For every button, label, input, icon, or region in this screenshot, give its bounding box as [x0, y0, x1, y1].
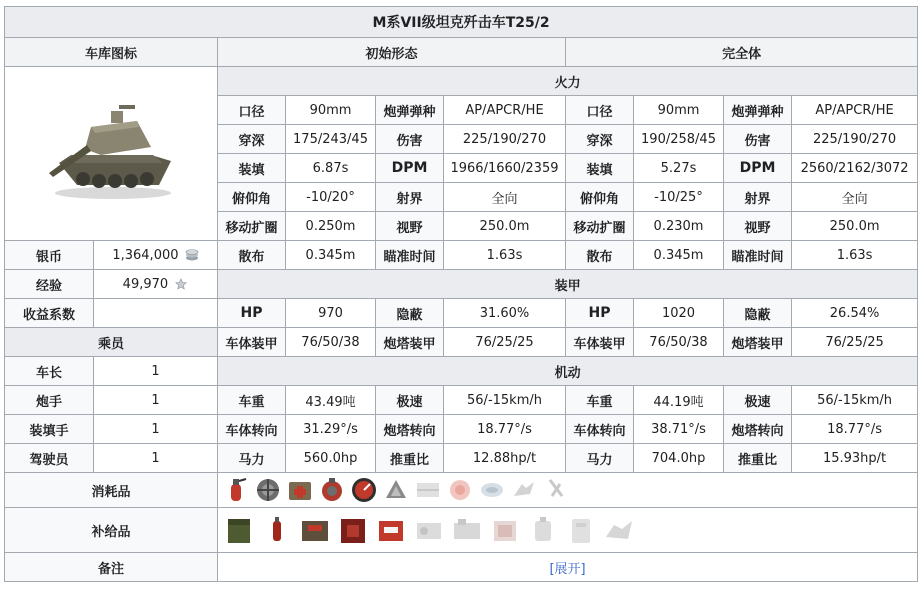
elite-hull-traverse: 38.71°/s	[634, 415, 724, 444]
driver-count: 1	[94, 444, 218, 473]
firepower-section: 火力	[218, 67, 918, 96]
stock-dpm: 1966/1660/2359	[444, 154, 566, 183]
exp-label: 经验	[5, 270, 94, 299]
page-title: M系VII级坦克歼击车T25/2	[5, 7, 918, 38]
elite-hull-armor: 76/50/38	[634, 328, 724, 357]
hp-label: HP	[566, 299, 634, 328]
stock-speed: 56/-15km/h	[444, 386, 566, 415]
stock-traverse-arc: 全向	[444, 183, 566, 212]
armor-section: 装甲	[218, 270, 918, 299]
stock-header: 初始形态	[218, 38, 566, 67]
traverse-arc-label: 射界	[724, 183, 792, 212]
stock-damage: 225/190/270	[444, 125, 566, 154]
jug-icon	[526, 513, 560, 547]
stock-hull-armor: 76/50/38	[286, 328, 376, 357]
chain-icon	[488, 513, 522, 547]
elite-aim-time: 1.63s	[792, 241, 918, 270]
tank-info-table	[4, 6, 918, 582]
stock-hull-traverse: 31.29°/s	[286, 415, 376, 444]
power-label: 马力	[218, 444, 286, 473]
income-label: 收益系数	[5, 299, 94, 328]
camo-label: 隐蔽	[724, 299, 792, 328]
expand-link[interactable]: [展开]	[549, 561, 586, 577]
elite-caliber: 90mm	[634, 96, 724, 125]
improved-repair-icon	[382, 476, 410, 504]
elite-turret-armor: 76/25/25	[792, 328, 918, 357]
dispersion-label: 散布	[566, 241, 634, 270]
driver-label: 驾驶员	[5, 444, 94, 473]
elite-camo: 26.54%	[792, 299, 918, 328]
mobility-section: 机动	[218, 357, 918, 386]
stock-camo: 31.60%	[444, 299, 566, 328]
gunner-label: 炮手	[5, 386, 94, 415]
fire-extinguisher-icon	[222, 476, 250, 504]
turret-armor-label: 炮塔装甲	[376, 328, 444, 357]
stock-turret-traverse: 18.77°/s	[444, 415, 566, 444]
stock-pen: 175/243/45	[286, 125, 376, 154]
camo-label: 隐蔽	[376, 299, 444, 328]
red-crate-icon	[374, 513, 408, 547]
toolbox-icon	[254, 476, 282, 504]
medkit-icon	[286, 476, 314, 504]
engine-icon	[450, 513, 484, 547]
damage-label: 伤害	[376, 125, 444, 154]
tank-icon	[41, 97, 181, 207]
notes-cell	[218, 553, 918, 582]
elevation-label: 俯仰角	[218, 183, 286, 212]
dpm-label: DPM	[376, 154, 444, 183]
gunner-count: 1	[94, 386, 218, 415]
elite-dispersion: 0.345m	[634, 241, 724, 270]
canister-icon	[564, 513, 598, 547]
gear-icon	[602, 513, 636, 547]
tank-image-cell	[5, 67, 218, 241]
crew-header: 乘员	[5, 328, 218, 357]
exp-value	[94, 270, 218, 299]
elite-ammo: AP/APCR/HE	[792, 96, 918, 125]
hull-traverse-label: 车体转向	[218, 415, 286, 444]
elevation-label: 俯仰角	[566, 183, 634, 212]
power-ratio-label: 推重比	[376, 444, 444, 473]
elite-turret-traverse: 18.77°/s	[792, 415, 918, 444]
view-label: 视野	[724, 212, 792, 241]
stock-view: 250.0m	[444, 212, 566, 241]
hull-traverse-label: 车体转向	[566, 415, 634, 444]
hp-label: HP	[218, 299, 286, 328]
commander-count: 1	[94, 357, 218, 386]
elite-power: 704.0hp	[634, 444, 724, 473]
speed-label: 极速	[376, 386, 444, 415]
dpm-label: DPM	[724, 154, 792, 183]
caliber-label: 口径	[218, 96, 286, 125]
stock-ammo: AP/APCR/HE	[444, 96, 566, 125]
exp-star-icon	[174, 278, 188, 290]
ammo-box-icon	[222, 513, 256, 547]
silver-amount: 1,364,000	[112, 247, 179, 263]
silver-value	[94, 241, 218, 270]
elite-speed: 56/-15km/h	[792, 386, 918, 415]
elite-elevation: -10/25°	[634, 183, 724, 212]
fuel-icon	[510, 476, 538, 504]
stock-dispersion: 0.345m	[286, 241, 376, 270]
aim-circle-label: 移动扩圈	[218, 212, 286, 241]
lubricant-icon	[478, 476, 506, 504]
stock-power: 560.0hp	[286, 444, 376, 473]
elite-pen: 190/258/45	[634, 125, 724, 154]
elite-power-ratio: 15.93hp/t	[792, 444, 918, 473]
traverse-arc-label: 射界	[376, 183, 444, 212]
bandage-icon	[414, 476, 442, 504]
power-label: 马力	[566, 444, 634, 473]
elite-aim-circle: 0.230m	[634, 212, 724, 241]
provisions-icons	[218, 508, 918, 553]
silver-coin-icon	[185, 249, 199, 261]
aim-time-label: 瞄准时间	[376, 241, 444, 270]
view-label: 视野	[376, 212, 444, 241]
ammo-label: 炮弹弹种	[724, 96, 792, 125]
notes-label: 备注	[5, 553, 218, 582]
extra-ration-icon	[446, 476, 474, 504]
automatic-extinguisher-icon	[318, 476, 346, 504]
pen-label: 穿深	[566, 125, 634, 154]
stock-reload: 6.87s	[286, 154, 376, 183]
power-ratio-label: 推重比	[724, 444, 792, 473]
caliber-label: 口径	[566, 96, 634, 125]
turret-armor-label: 炮塔装甲	[724, 328, 792, 357]
stock-aim-circle: 0.250m	[286, 212, 376, 241]
stock-power-ratio: 12.88hp/t	[444, 444, 566, 473]
elite-header: 完全体	[566, 38, 918, 67]
mechanism-icon	[412, 513, 446, 547]
hull-armor-label: 车体装甲	[218, 328, 286, 357]
cola-icon	[260, 513, 294, 547]
stock-hp: 970	[286, 299, 376, 328]
reload-label: 装填	[218, 154, 286, 183]
elite-view: 250.0m	[792, 212, 918, 241]
elite-hp: 1020	[634, 299, 724, 328]
reload-label: 装填	[566, 154, 634, 183]
elite-weight: 44.19吨	[634, 386, 724, 415]
exp-amount: 49,970	[122, 276, 169, 292]
elite-traverse-arc: 全向	[792, 183, 918, 212]
speed-governor-icon	[350, 476, 378, 504]
pen-label: 穿深	[218, 125, 286, 154]
elite-dpm: 2560/2162/3072	[792, 154, 918, 183]
provisions-label: 补给品	[5, 508, 218, 553]
weight-label: 车重	[566, 386, 634, 415]
income-value	[94, 299, 218, 328]
ammo-label: 炮弹弹种	[376, 96, 444, 125]
silver-label: 银币	[5, 241, 94, 270]
consumables-icons	[218, 473, 918, 508]
loader-count: 1	[94, 415, 218, 444]
stock-aim-time: 1.63s	[444, 241, 566, 270]
speed-label: 极速	[724, 386, 792, 415]
turret-traverse-label: 炮塔转向	[376, 415, 444, 444]
weight-label: 车重	[218, 386, 286, 415]
hull-armor-label: 车体装甲	[566, 328, 634, 357]
aim-time-label: 瞄准时间	[724, 241, 792, 270]
elite-reload: 5.27s	[634, 154, 724, 183]
tools-icon	[542, 476, 570, 504]
supply-crate-icon	[336, 513, 370, 547]
toolbox-crate-icon	[298, 513, 332, 547]
loader-label: 装填手	[5, 415, 94, 444]
stock-caliber: 90mm	[286, 96, 376, 125]
aim-circle-label: 移动扩圈	[566, 212, 634, 241]
turret-traverse-label: 炮塔转向	[724, 415, 792, 444]
damage-label: 伤害	[724, 125, 792, 154]
stock-turret-armor: 76/25/25	[444, 328, 566, 357]
garage-icon-header: 车库图标	[5, 38, 218, 67]
dispersion-label: 散布	[218, 241, 286, 270]
consumables-label: 消耗品	[5, 473, 218, 508]
stock-weight: 43.49吨	[286, 386, 376, 415]
elite-damage: 225/190/270	[792, 125, 918, 154]
commander-label: 车长	[5, 357, 94, 386]
stock-elevation: -10/20°	[286, 183, 376, 212]
